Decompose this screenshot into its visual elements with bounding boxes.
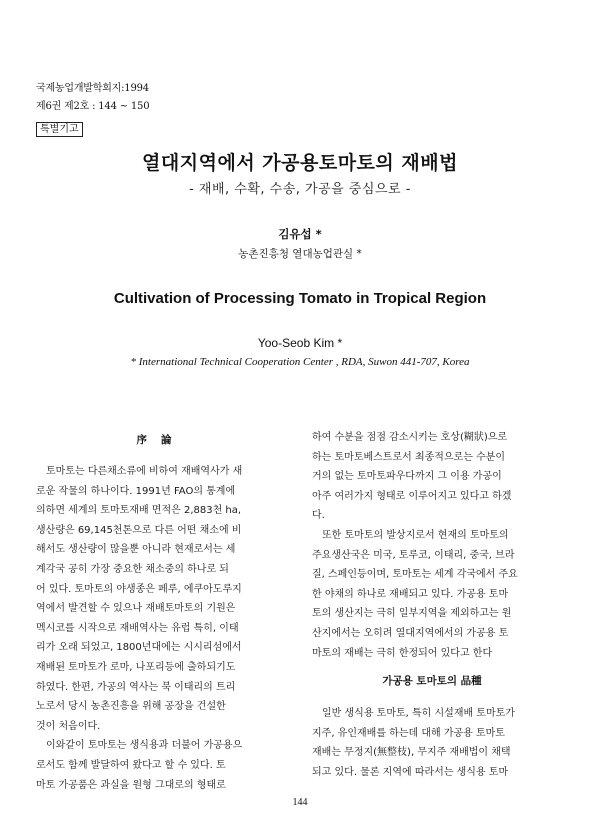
text-line: 생산량은 69,145천톤으로 다른 어떤 채소에 비 xyxy=(36,524,242,536)
text-line: 지주, 유인재배를 하는데 대해 가공용 토마토 xyxy=(312,727,505,739)
text-line: 재배된 토마토가 로마, 나포리등에 출하되기도 xyxy=(36,661,236,673)
text-line: 리가 오래 되었고, 1800년대에는 시시리섬에서 xyxy=(36,642,242,654)
text-line: 로서도 함께 발달하여 왔다고 할 수 있다. 토 xyxy=(36,759,226,771)
text-line: 하는 토마토베스트로서 최종적으로는 수분이 xyxy=(312,451,506,463)
text-line: 토마토는 다른채소류에 비하여 재배역사가 새 xyxy=(46,466,243,477)
text-line: 어 있다. 토마토의 야생종은 페루, 에쿠아도루지 xyxy=(36,583,242,595)
text-line: 마토 가공품은 과실을 원형 그대로의 형태로 xyxy=(36,779,226,791)
text-line: 이와같이 토마토는 생식용과 더불어 가공용으 xyxy=(46,740,243,752)
journal-line-1: 국제농업개발학회지:1994 xyxy=(36,83,149,94)
title-korean: 열대지역에서 가공용토마토의 재배법 xyxy=(142,152,458,174)
affiliation-english: * International Technical Cooperation Center , RDA, Suwon 441-707, Korea xyxy=(130,356,470,368)
text-line: 다. xyxy=(312,510,325,522)
right-column-text-bottom xyxy=(312,704,552,782)
text-line: 하였다. 한편, 가공의 역사는 북 이태리의 트리 xyxy=(36,681,236,693)
text-line: 마토의 재배는 극히 한정되어 있다고 한다 xyxy=(312,647,493,659)
author-korean: 김유섭 * xyxy=(278,227,322,241)
section-heading-varieties: 가공용 토마토의 品種 xyxy=(382,675,482,687)
author-english: Yoo-Seob Kim * xyxy=(257,336,343,350)
text-line: 멕시코를 시작으로 재배역사는 유럽 특히, 이태 xyxy=(36,622,239,634)
text-line: 계각국 공히 가장 중요한 채소중의 하나로 되 xyxy=(36,563,229,575)
left-column-text xyxy=(36,462,286,795)
journal-line-2: 제6권 제2호 : 144 ~ 150 xyxy=(36,101,150,112)
text-line: 산지에서는 오히려 열대지역에서의 가공용 토 xyxy=(312,627,509,639)
text-line: 노로서 당시 농촌진흥을 위해 공장을 건설한 xyxy=(36,701,226,713)
text-line: 또한 토마토의 발상지로서 현재의 토마토의 xyxy=(322,529,509,541)
subtitle-korean: - 재배, 수확, 수송, 가공을 중심으로 - xyxy=(189,182,411,197)
text-line: 거의 없는 토마토파우다까지 그 이용 가공이 xyxy=(312,471,502,483)
text-line: 재배는 무정지(無整枝), 무지주 재배법이 채택 xyxy=(312,747,511,759)
text-line: 토의 생산지는 극히 일부지역을 제외하고는 원 xyxy=(312,608,512,620)
text-line: 역에서 발견할 수 있으나 재배토마토의 기원은 xyxy=(36,603,236,615)
text-line: 하여 수분을 점점 감소시키는 호상(糊狀)으로 xyxy=(312,432,508,443)
text-line: 것이 처음이다. xyxy=(36,720,101,732)
page-number: 144 xyxy=(292,797,308,808)
title-english: Cultivation of Processing Tomato in Tropical Region xyxy=(113,290,487,307)
text-line: 질, 스페인등이며, 토마토는 세계 각국에서 주요 xyxy=(312,569,518,581)
text-line: 되고 있다. 물론 지역에 따라서는 생식용 토마 xyxy=(312,766,509,778)
text-line: 아주 여러가지 형태로 이루어지고 있다고 하겠 xyxy=(312,490,512,502)
text-line: 의하면 세계의 토마토재배 면적은 2,883천 ha, xyxy=(36,505,242,517)
affiliation-korean: 농촌진흥청 열대농업관실 * xyxy=(238,248,362,260)
article-type-badge: 특별기고 xyxy=(36,122,83,137)
text-line: 로운 작물의 하나이다. 1991년 FAO의 통계에 xyxy=(36,485,236,497)
right-column-text-top xyxy=(312,428,552,663)
journal-info xyxy=(36,82,149,114)
text-line: 해서도 생산량이 많을뿐 아니라 현재로서는 세 xyxy=(36,544,236,556)
text-line: 일반 생식용 토마토, 특히 시설재배 토마토가 xyxy=(322,708,515,719)
section-heading-introduction: 序論 xyxy=(136,434,186,446)
text-line: 한 야채의 하나로 재배되고 있다. 가공용 토마 xyxy=(312,588,509,600)
text-line: 주요생산국은 미국, 토루코, 이태리, 중국, 브라 xyxy=(312,549,515,561)
